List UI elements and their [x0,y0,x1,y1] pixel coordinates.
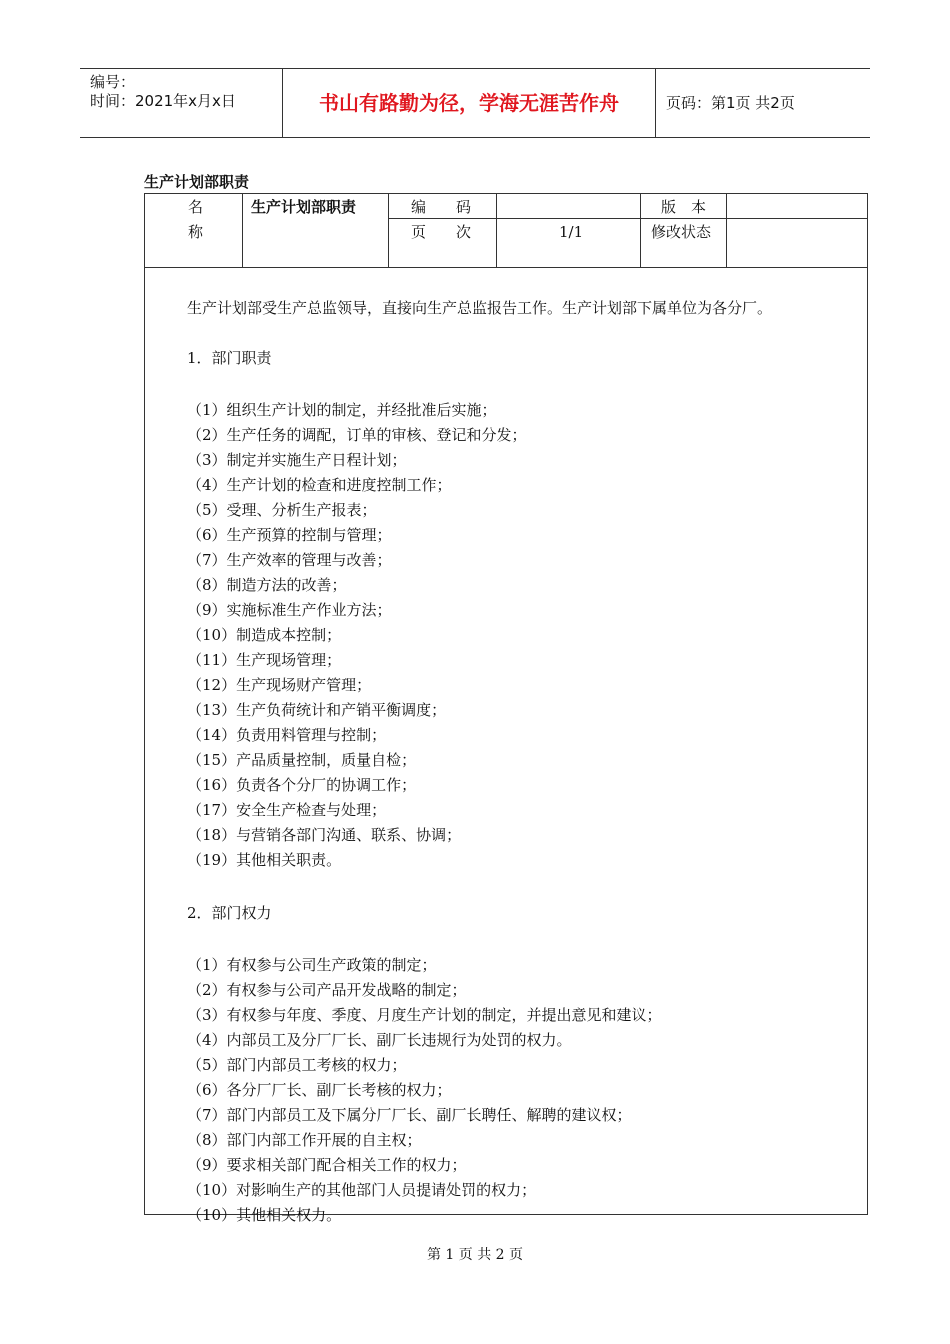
list-item: （8）制造方法的改善； [187,576,347,594]
intro-paragraph: 生产计划部受生产总监领导，直接向生产总监报告工作。生产计划部下属单位为各分厂。 [187,299,773,317]
table-divider [242,194,243,268]
section-title-duties: 1．部门职责 [187,349,272,367]
name-value: 生产计划部职责 [251,198,357,216]
list-item: （11）生产现场管理； [187,651,342,669]
table-divider [388,194,389,268]
header-page-number: 页码：第1页 共2页 [666,94,795,112]
powers-list [187,953,857,1228]
list-item: （9）要求相关部门配合相关工作的权力； [187,1156,467,1174]
duties-list [187,398,857,873]
version-label: 版 本 [661,198,707,216]
name-label-char-2: 称 [188,223,204,241]
list-item: （16）负责各个分厂的协调工作； [187,776,417,794]
list-item: （5）部门内部员工考核的权力； [187,1056,407,1074]
name-label-char-1: 名 [188,198,204,216]
list-item: （19）其他相关职责。 [187,851,342,869]
list-item: （10）对影响生产的其他部门人员提请处罚的权力； [187,1181,537,1199]
list-item: （1）组织生产计划的制定，并经批准后实施； [187,401,497,419]
page-header [80,68,870,138]
list-item: （9）实施标准生产作业方法； [187,601,392,619]
page-label: 页 次 [411,223,472,241]
list-item: （14）负责用料管理与控制； [187,726,387,744]
list-item: （13）生产负荷统计和产销平衡调度； [187,701,447,719]
list-item: （6）生产预算的控制与管理； [187,526,392,544]
section-title-powers: 2．部门权力 [187,904,272,922]
list-item: （4）生产计划的检查和进度控制工作； [187,476,452,494]
content [187,298,857,1228]
list-item: （2）有权参与公司产品开发战略的制定； [187,981,467,999]
table-divider [726,194,727,268]
table-divider [496,194,497,268]
table-divider [640,194,641,268]
list-item: （5）受理、分析生产报表； [187,501,377,519]
list-item: （10）制造成本控制； [187,626,342,644]
list-item: （4）内部员工及分厂厂长、副厂长违规行为处罚的权力。 [187,1031,572,1049]
header-number: 编号： [90,73,136,91]
table-divider [388,218,868,219]
header-time: 时间：2021年x月x日 [90,92,236,110]
list-item: （7）生产效率的管理与改善； [187,551,392,569]
revision-label: 修改状态 [651,223,712,241]
list-item: （3）制定并实施生产日程计划； [187,451,407,469]
list-item: （3）有权参与年度、季度、月度生产计划的制定，并提出意见和建议； [187,1006,662,1024]
list-item: （12）生产现场财产管理； [187,676,372,694]
content-box [144,267,868,1224]
header-motto: 书山有路勤为径，学海无涯苦作舟 [282,69,656,137]
list-item: （18）与营销各部门沟通、联系、协调； [187,826,462,844]
list-item: （2）生产任务的调配，订单的审核、登记和分发； [187,426,527,444]
list-item: （10）其他相关权力。 [187,1206,342,1224]
info-table [144,193,868,267]
page-footer: 第 1 页 共 2 页 [426,1247,524,1263]
list-item: （7）部门内部员工及下属分厂厂长、副厂长聘任、解聘的建议权； [187,1106,632,1124]
list-item: （17）安全生产检查与处理； [187,801,387,819]
list-item: （6）各分厂厂长、副厂长考核的权力； [187,1081,452,1099]
page-value: 1/1 [559,223,584,241]
list-item: （15）产品质量控制，质量自检； [187,751,417,769]
list-item: （1）有权参与公司生产政策的制定； [187,956,437,974]
list-item: （8）部门内部工作开展的自主权； [187,1131,422,1149]
header-meta [80,69,280,137]
code-label: 编 码 [411,198,472,216]
document-title: 生产计划部职责 [144,173,250,191]
